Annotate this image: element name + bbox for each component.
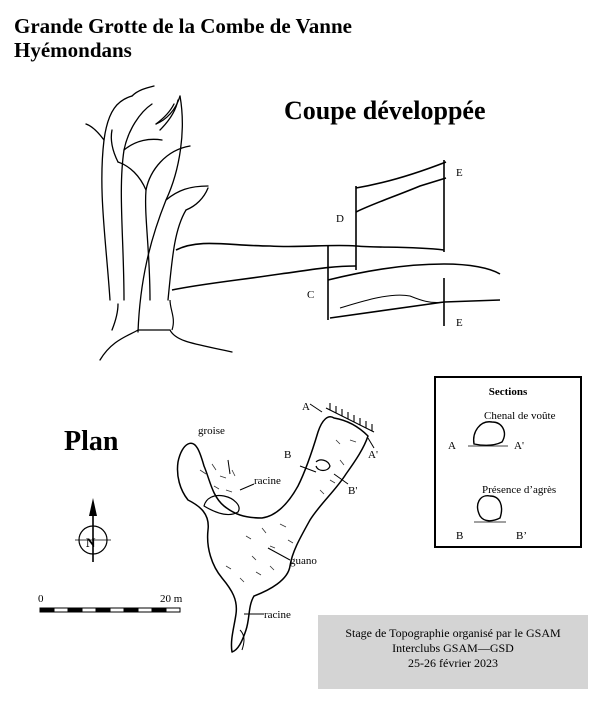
plan-label-A: A [302, 401, 310, 413]
plan-label-B-prime: B' [348, 485, 358, 497]
section-presence-label: Présence d’agrès [482, 484, 557, 496]
plan-label-racine-lower: racine [264, 609, 291, 621]
credit-line-1: Stage de Topographie organisé par le GSAM [345, 626, 561, 640]
sections-box [434, 376, 582, 548]
coupe-label-E-bottom: E [456, 317, 463, 329]
section-label-A-prime: A' [514, 440, 524, 452]
credit-line-2: Interclubs GSAM—GSD [392, 641, 514, 655]
scale-bar [40, 608, 180, 612]
section-label-B-prime: B’ [516, 530, 527, 542]
section-cut-lines [228, 404, 374, 614]
section-chenal-label: Chenal de voûte [484, 410, 556, 422]
north-arrow-icon [75, 498, 111, 562]
sections-title: Sections [488, 386, 528, 398]
plan-label-groise: groise [198, 425, 225, 437]
scale-start: 0 [38, 593, 44, 605]
credit-box [318, 615, 588, 689]
coupe-label-D: D [336, 213, 344, 225]
plan-title: Plan [64, 426, 119, 457]
coupe-label-E-top: E [456, 167, 463, 179]
section-label-A: A [448, 440, 456, 452]
svg-text:N: N [86, 535, 96, 550]
plan-label-racine-upper: racine [254, 475, 281, 487]
tree-illustration [86, 86, 232, 360]
coupe-label-C: C [307, 289, 315, 301]
section-label-B: B [456, 530, 464, 542]
plan-label-A-prime: A' [368, 449, 378, 461]
cross-section-profile [170, 160, 500, 330]
credit-line-3: 25-26 février 2023 [408, 656, 498, 670]
plan-label-guano: guano [290, 555, 317, 567]
map-title: Grande Grotte de la Combe de Vanne [14, 14, 352, 38]
scale-end: 20 m [160, 593, 183, 605]
map-subtitle: Hyémondans [14, 38, 132, 62]
plan-label-B: B [284, 449, 292, 461]
section-shapes [434, 376, 582, 548]
coupe-title: Coupe développée [284, 96, 486, 125]
